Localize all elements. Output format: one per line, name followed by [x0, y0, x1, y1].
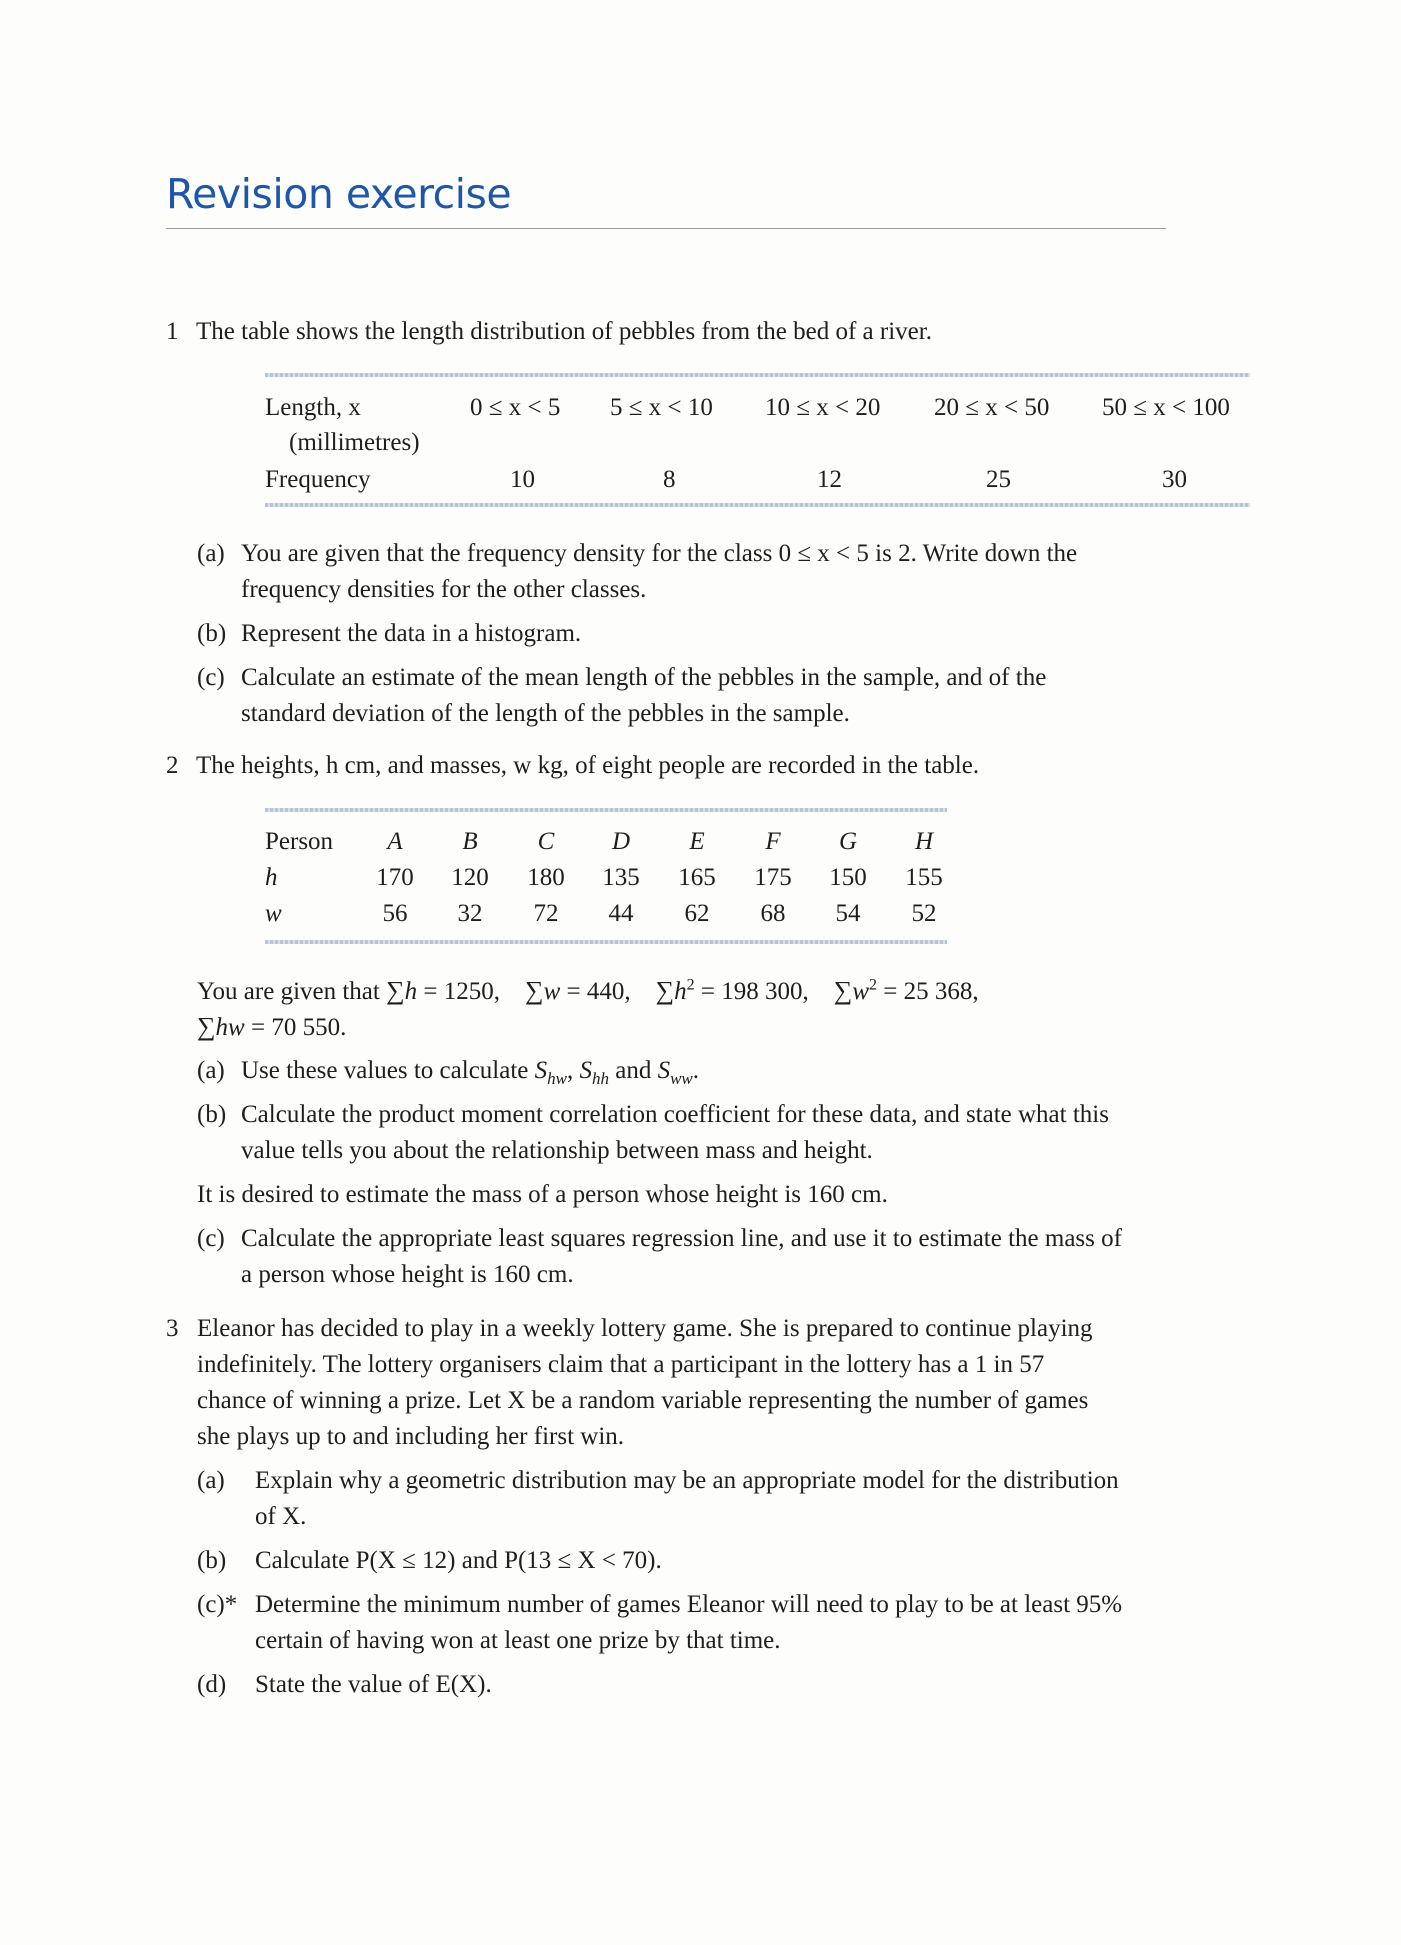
q3-part-d-label: (d): [197, 1671, 227, 1698]
q2-part-c-line2: a person whose height is 160 cm.: [241, 1261, 574, 1288]
q3-part-b-line1: Calculate P(X ≤ 12) and P(13 ≤ X < 70).: [255, 1547, 662, 1574]
q2-w-3: 72: [533, 900, 559, 927]
q2-number: 2: [166, 752, 179, 779]
q2-person-3: C: [537, 828, 555, 855]
q2-h-8: 155: [905, 864, 943, 891]
q2-label-h: h: [265, 864, 278, 891]
q2-w-5: 62: [684, 900, 710, 927]
q3-line2: indefinitely. The lottery organisers claim that a participant in the lottery has a 1 in 57: [197, 1351, 1045, 1378]
q2-person-5: E: [689, 828, 705, 855]
q1-class-1: 0 ≤ x < 5: [470, 394, 561, 421]
q2-person-7: G: [838, 828, 858, 855]
sum-w-value: = 440,: [566, 978, 631, 1005]
sigma-symbol: ∑: [833, 976, 853, 1005]
q1-number: 1: [166, 318, 179, 345]
q2-given-line2: ∑hw = 70 550.: [197, 1012, 347, 1041]
sum-w2-value: = 25 368,: [883, 978, 979, 1005]
q2-w-6: 68: [760, 900, 786, 927]
q2-h-5: 165: [678, 864, 716, 891]
q1-part-b-label: (b): [197, 620, 227, 647]
q1-class-3: 10 ≤ x < 20: [765, 394, 881, 421]
q3-line1: Eleanor has decided to play in a weekly lottery game. She is prepared to continue playing: [197, 1315, 1093, 1342]
q2-part-a-text: Use these values to calculate $S_{hw}$, $S_{hh}$ and $S_{ww}$.: [241, 1057, 700, 1088]
q2-part-b-line1: Calculate the product moment correlation coefficient for these data, and state what this: [241, 1101, 1109, 1128]
q2-given-line1: You are given that ∑h = 1250, ∑w = 440, $\sum h^2 = 198$ 300, $\sum w^2 = 25$ 368,: [197, 976, 979, 1005]
q3-line4: she plays up to and including her first win.: [197, 1423, 625, 1450]
heading-divider: [166, 228, 1166, 229]
q3-part-c-line1: Determine the minimum number of games Eleanor will need to play to be at least 95%: [255, 1591, 1123, 1618]
q3-part-c-label: (c)*: [197, 1591, 238, 1618]
q2-label-w: w: [265, 900, 282, 927]
q2-person-6: F: [765, 828, 781, 855]
section-heading: Revision exercise: [166, 170, 512, 218]
q2-table-bottom-rule: [265, 940, 947, 944]
q2-part-c-line1: Calculate the appropriate least squares regression line, and use it to estimate the mass of: [241, 1225, 1122, 1252]
q1-class-4: 20 ≤ x < 50: [934, 394, 1050, 421]
q1-row2-label: Frequency: [265, 466, 371, 493]
q2-w-7: 54: [835, 900, 861, 927]
q2-table-top-rule: [265, 808, 947, 812]
q1-part-c-line2: standard deviation of the length of the pebbles in the sample.: [241, 700, 850, 727]
q3-number: 3: [166, 1315, 179, 1342]
q2-person-8: H: [914, 828, 934, 855]
q3-part-b-label: (b): [197, 1547, 227, 1574]
q1-row1-label-units: (millimetres): [289, 429, 420, 456]
q2-person-1: A: [387, 828, 403, 855]
q2-part-a-and: and: [615, 1057, 652, 1084]
q1-intro: The table shows the length distribution of pebbles from the bed of a river.: [196, 318, 932, 345]
q2-h-1: 170: [376, 864, 414, 891]
sigma-symbol: ∑: [197, 1012, 216, 1041]
q3-part-d-line1: State the value of E(X).: [255, 1671, 492, 1698]
q2-person-4: D: [611, 828, 631, 855]
q2-h-2: 120: [451, 864, 489, 891]
q2-part-a-lead: Use these values to calculate: [241, 1057, 529, 1084]
q2-h-6: 175: [754, 864, 792, 891]
q1-part-a-line1: You are given that the frequency density for the class 0 ≤ x < 5 is 2. Write down the: [241, 540, 1078, 567]
q2-label-person: Person: [265, 828, 334, 855]
q1-part-c-line1: Calculate an estimate of the mean length of the pebbles in the sample, and of the: [241, 664, 1047, 691]
q1-part-a-label: (a): [197, 540, 225, 567]
q2-part-b-line2: value tells you about the relationship between mass and height.: [241, 1137, 873, 1164]
q2-h-4: 135: [602, 864, 640, 891]
q3-part-a-label: (a): [197, 1467, 225, 1494]
q1-class-2: 5 ≤ x < 10: [610, 394, 713, 421]
q2-w-8: 52: [911, 900, 937, 927]
q2-part-a-label: (a): [197, 1057, 225, 1084]
q1-row1-label: Length, x: [265, 394, 361, 421]
q1-table-top-rule: [265, 373, 1250, 377]
q1-freq-5: 30: [1162, 466, 1187, 493]
q1-part-c-label: (c): [197, 664, 225, 691]
q1-class-5: 50 ≤ x < 100: [1102, 394, 1230, 421]
q2-h-3: 180: [527, 864, 565, 891]
sum-h-value: = 1250,: [423, 978, 501, 1005]
sum-h2-value: = 198 300,: [700, 978, 809, 1005]
given-prefix: You are given that: [197, 978, 380, 1005]
q3-line3: chance of winning a prize. Let X be a random variable representing the number of games: [197, 1387, 1089, 1414]
q2-desired: It is desired to estimate the mass of a person whose height is 160 cm.: [197, 1181, 888, 1208]
q3-part-c-line2: certain of having won at least one prize by that time.: [255, 1627, 781, 1654]
q1-freq-2: 8: [663, 466, 676, 493]
q2-part-c-label: (c): [197, 1225, 225, 1252]
q2-w-1: 56: [382, 900, 408, 927]
q2-person-2: B: [462, 828, 478, 855]
q2-intro: The heights, h cm, and masses, w kg, of eight people are recorded in the table.: [196, 752, 980, 779]
sigma-symbol: ∑: [386, 976, 405, 1005]
q1-freq-1: 10: [510, 466, 535, 493]
q3-part-a-line2: of X.: [255, 1503, 307, 1530]
q1-freq-3: 12: [817, 466, 842, 493]
q2-w-2: 32: [457, 900, 483, 927]
sum-hw-value: = 70 550.: [250, 1014, 347, 1041]
q1-part-a-line2: frequency densities for the other classes.: [241, 576, 647, 603]
q1-part-b-line1: Represent the data in a histogram.: [241, 620, 582, 647]
sigma-symbol: ∑: [655, 976, 675, 1005]
q1-freq-4: 25: [986, 466, 1011, 493]
q2-part-b-label: (b): [197, 1101, 227, 1128]
q2-w-4: 44: [608, 900, 634, 927]
q2-h-7: 150: [829, 864, 867, 891]
q1-table-bottom-rule: [265, 503, 1250, 507]
sigma-symbol: ∑: [525, 976, 544, 1005]
q3-part-a-line1: Explain why a geometric distribution may be an appropriate model for the distribution: [255, 1467, 1119, 1494]
